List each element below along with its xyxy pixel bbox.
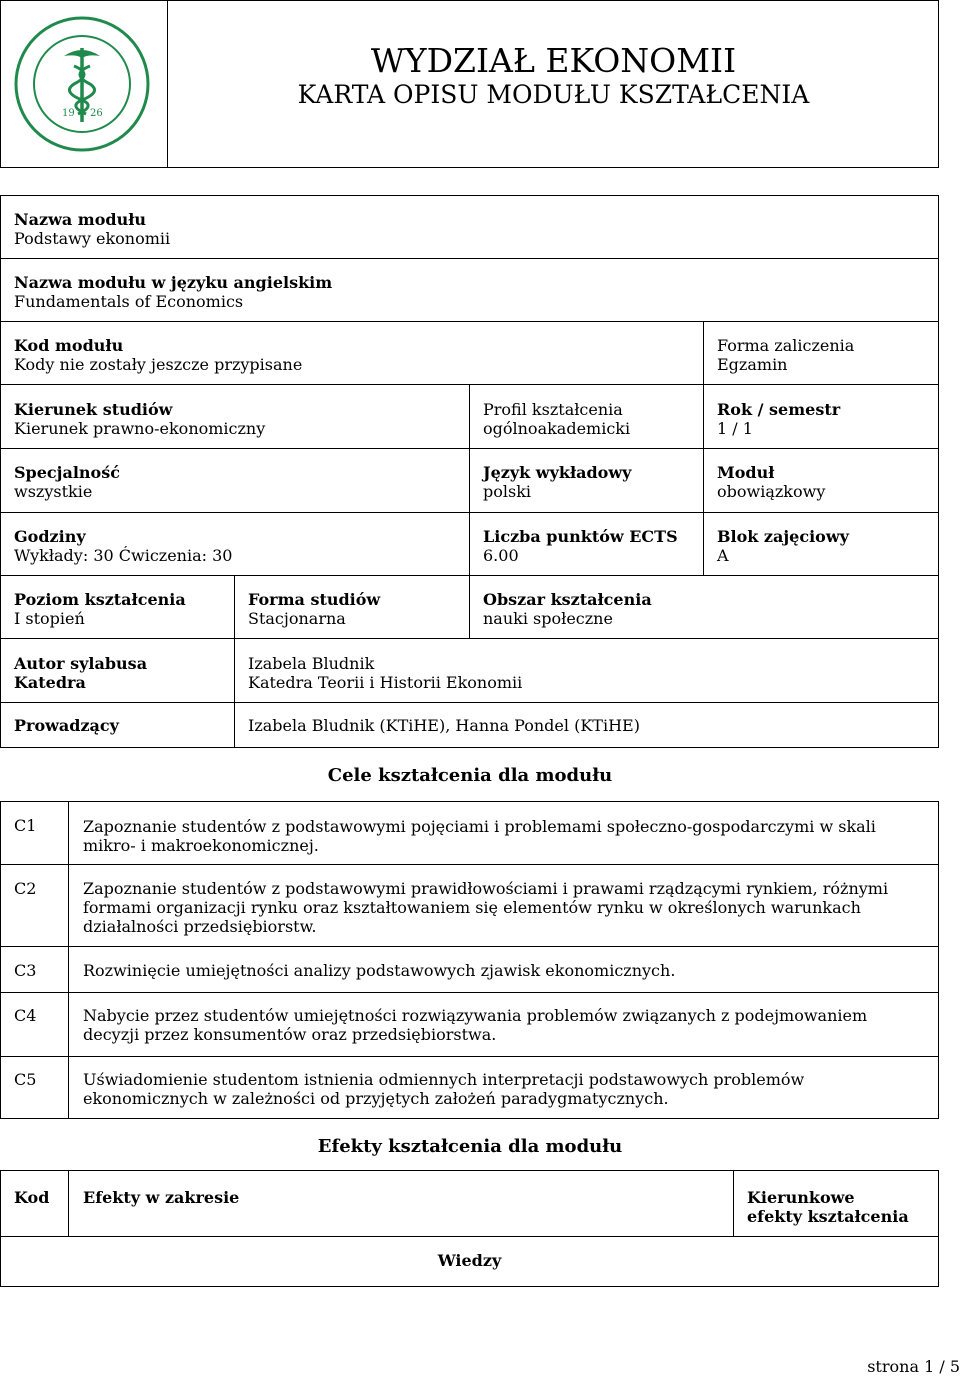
goal-code: C5 <box>14 1070 37 1089</box>
assessment-cell <box>717 336 854 374</box>
year-semester-label: Rok / semestr <box>717 400 841 419</box>
specialty-cell <box>14 463 120 501</box>
goal-code: C1 <box>14 816 37 835</box>
module-code-cell <box>14 336 302 374</box>
module-name-cell <box>14 210 170 248</box>
goal-text-line: Zapoznanie studentów z podstawowymi pojęciami i problemami społeczno-gospodarczymi w skali <box>83 817 876 836</box>
effects-col-code: Kod <box>14 1188 50 1207</box>
effects-section-knowledge: Wiedzy <box>437 1251 502 1270</box>
faculty-title: WYDZIAŁ EKONOMII <box>370 41 737 80</box>
module-type-cell <box>717 463 825 501</box>
goal-text-line: mikro- i makroekonomicznej. <box>83 836 319 855</box>
block-cell <box>717 527 849 565</box>
goal-text-line: decyzji przez konsumentów oraz przedsiębiorstwa. <box>83 1025 497 1044</box>
hours-cell <box>14 527 232 565</box>
level-value: I stopień <box>14 609 85 628</box>
specialty-value: wszystkie <box>14 482 93 501</box>
module-name-en-value: Fundamentals of Economics <box>14 292 244 311</box>
module-type-label: Moduł <box>717 463 775 482</box>
module-name-en-label: Nazwa modułu w języku angielskim <box>14 273 333 292</box>
assessment-value: Egzamin <box>717 355 788 374</box>
goal-text <box>83 879 913 936</box>
ects-label: Liczba punktów ECTS <box>483 527 678 546</box>
profile-value: ogólnoakademicki <box>483 419 631 438</box>
field-value: Kierunek prawno-ekonomiczny <box>14 419 266 438</box>
profile-label: Profil kształcenia <box>483 400 623 419</box>
goal-code: C2 <box>14 879 37 898</box>
goal-text-line: Uświadomienie studentom istnienia odmiennych interpretacji podstawowych problemów <box>83 1070 805 1089</box>
area-value: nauki społeczne <box>483 609 613 628</box>
effects-col-scope: Efekty w zakresie <box>83 1188 240 1207</box>
department-value: Katedra Teorii i Historii Ekonomii <box>248 673 523 692</box>
hours-value: Wykłady: 30 Ćwiczenia: 30 <box>14 546 233 565</box>
card-subtitle: KARTA OPISU MODUŁU KSZTAŁCENIA <box>297 80 810 109</box>
block-label: Blok zajęciowy <box>717 527 849 546</box>
level-label: Poziom kształcenia <box>14 590 186 609</box>
module-name-value: Podstawy ekonomii <box>14 229 171 248</box>
module-code-value: Kody nie zostały jeszcze przypisane <box>14 355 303 374</box>
department-label: Katedra <box>14 673 86 692</box>
year-semester-value: 1 / 1 <box>717 419 753 438</box>
study-form-label: Forma studiów <box>248 590 381 609</box>
block-value: A <box>717 546 729 565</box>
goal-text <box>83 961 913 980</box>
assessment-label: Forma zaliczenia <box>717 336 855 355</box>
year-semester-cell <box>717 400 840 438</box>
author-label-cell <box>14 654 147 692</box>
language-label: Język wykładowy <box>483 463 632 482</box>
goal-code: C3 <box>14 961 37 980</box>
hours-label: Godziny <box>14 527 86 546</box>
goal-text-line: Rozwinięcie umiejętności analizy podstawowych zjawisk ekonomicznych. <box>83 961 676 980</box>
goal-text <box>83 1070 913 1108</box>
profile-cell <box>483 400 630 438</box>
goal-text <box>83 1006 913 1044</box>
level-cell <box>14 590 186 628</box>
author-value-cell <box>248 654 522 692</box>
university-logo <box>12 14 152 154</box>
university-seal-icon <box>12 14 152 154</box>
ects-value: 6.00 <box>483 546 519 565</box>
svg-text:26 <box>12 14 28 17</box>
goals-title: Cele kształcenia dla modułu <box>327 765 613 786</box>
module-code-label: Kod modułu <box>14 336 124 355</box>
author-value: Izabela Bludnik <box>248 654 375 673</box>
field-label: Kierunek studiów <box>14 400 173 419</box>
logo-year: 19 <box>62 108 75 119</box>
study-form-cell <box>248 590 380 628</box>
goal-text-line: Nabycie przez studentów umiejętności rozwiązywania problemów związanych z podejmowaniem <box>83 1006 868 1025</box>
goal-code: C4 <box>14 1006 37 1025</box>
svg-text:26: 26 <box>90 108 103 119</box>
page-number: strona 1 / 5 <box>867 1357 960 1376</box>
effects-title: Efekty kształcenia dla modułu <box>317 1136 623 1157</box>
author-label: Autor sylabusa <box>14 654 148 673</box>
goal-text-line: działalności przedsiębiorstw. <box>83 917 317 936</box>
instructors-label-cell <box>14 716 119 735</box>
effects-col-direction <box>747 1188 909 1226</box>
effects-col-direction-line: Kierunkowe <box>747 1188 855 1207</box>
field-cell <box>14 400 265 438</box>
area-cell <box>483 590 652 628</box>
instructors-value-cell <box>248 716 640 735</box>
module-type-value: obowiązkowy <box>717 482 826 501</box>
goal-text-line: Zapoznanie studentów z podstawowymi prawidłowościami i prawami rządzącymi rynkiem, różnymi <box>83 879 889 898</box>
language-cell <box>483 463 631 501</box>
module-name-en-cell <box>14 273 332 311</box>
ects-cell <box>483 527 678 565</box>
area-label: Obszar kształcenia <box>483 590 652 609</box>
goal-text-line: formami organizacji rynku oraz kształtowaniem się elementów rynku w określonych warunkach <box>83 898 861 917</box>
instructors-label: Prowadzący <box>14 716 119 735</box>
module-name-label: Nazwa modułu <box>14 210 146 229</box>
instructors-value: Izabela Bludnik (KTiHE), Hanna Pondel (KTiHE) <box>248 716 640 735</box>
goal-text <box>83 817 913 855</box>
specialty-label: Specjalność <box>14 463 120 482</box>
effects-col-direction-line: efekty kształcenia <box>747 1207 909 1226</box>
study-form-value: Stacjonarna <box>248 609 346 628</box>
language-value: polski <box>483 482 532 501</box>
goal-text-line: ekonomicznych w zależności od przyjętych założeń paradygmatycznych. <box>83 1089 669 1108</box>
